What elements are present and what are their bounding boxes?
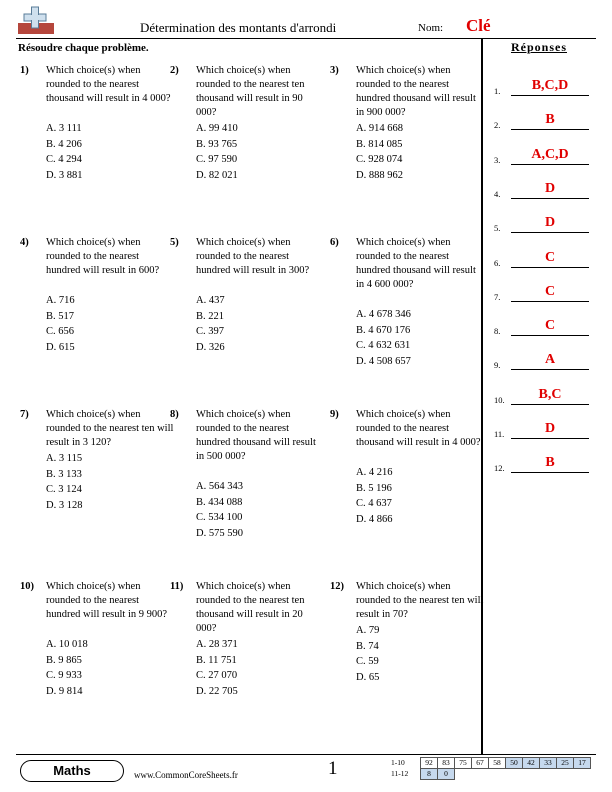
score-cell-empty xyxy=(472,769,489,780)
answer-value: D xyxy=(544,215,556,231)
problem-number: 12) xyxy=(330,581,344,592)
answer-row-12 xyxy=(494,453,594,473)
answer-row-1 xyxy=(494,76,594,96)
choice-list xyxy=(356,465,484,527)
score-cell: 17 xyxy=(574,758,591,769)
choice-option: C. 656 xyxy=(46,326,75,337)
score-range-label: 11-12 xyxy=(391,769,409,778)
choice-option: B. 4 670 176 xyxy=(356,324,411,336)
problem-question: Which choice(s) when rounded to the nearest hundred thousand will result in 900 000? xyxy=(356,65,476,118)
answer-line xyxy=(511,472,589,473)
choice-list xyxy=(46,293,174,355)
answer-row-6 xyxy=(494,248,594,268)
problem-question: Which choice(s) when rounded to the nearest ten thousand will result in 20 000? xyxy=(196,581,305,634)
choice-option: B. 93 765 xyxy=(196,138,238,150)
choice-list xyxy=(46,637,174,699)
choice-option: B. 814 085 xyxy=(356,138,403,150)
choice-list xyxy=(196,121,324,183)
score-table xyxy=(390,757,591,780)
choice-option: D. 326 xyxy=(196,341,225,353)
problem-number: 11) xyxy=(170,581,184,592)
choice-list xyxy=(46,451,174,513)
choice-option: D. 888 962 xyxy=(356,169,403,181)
problem-question: Which choice(s) when rounded to the nearest hundred will result in 600? xyxy=(46,237,160,276)
answer-row-9 xyxy=(494,350,594,370)
score-cell-empty xyxy=(574,769,591,780)
score-cell: 75 xyxy=(455,758,472,769)
answer-row-5 xyxy=(494,213,594,233)
score-cell: 67 xyxy=(472,758,489,769)
choice-option: B. 434 088 xyxy=(196,496,243,508)
answer-value: C xyxy=(544,283,556,299)
choice-option: C. 4 632 631 xyxy=(356,340,411,351)
answer-line xyxy=(511,198,589,199)
answer-row-4 xyxy=(494,179,594,199)
score-cell-empty xyxy=(557,769,574,780)
answers-title: Réponses xyxy=(510,40,567,54)
answer-number: 5. xyxy=(494,223,501,234)
answer-number: 10. xyxy=(494,394,505,405)
score-cell-empty xyxy=(489,769,506,780)
problem-number: 2) xyxy=(170,65,179,76)
instructions: Résoudre chaque problème. xyxy=(18,42,149,54)
problem-number: 7) xyxy=(20,409,29,420)
answer-number: 7. xyxy=(494,291,501,302)
answer-row-2 xyxy=(494,110,594,130)
score-cell: 33 xyxy=(540,758,557,769)
answer-line xyxy=(511,267,589,268)
problem-question: Which choice(s) when rounded to the nearest hundred thousand will result in 4 600 000? xyxy=(356,237,476,290)
choice-option: D. 4 866 xyxy=(356,513,393,525)
choice-option: D. 65 xyxy=(356,671,380,683)
choice-option: B. 4 206 xyxy=(46,138,82,150)
answer-line xyxy=(511,301,589,302)
choice-option: D. 3 881 xyxy=(46,169,83,181)
choice-option: A. 99 410 xyxy=(196,123,238,134)
answer-number: 9. xyxy=(494,360,501,371)
answer-row-8 xyxy=(494,316,594,336)
answer-value: B,C xyxy=(538,386,562,402)
problem-question: Which choice(s) when rounded to the nearest hundred will result in 9 900? xyxy=(46,581,168,620)
answer-number: 1. xyxy=(494,86,501,96)
answer-number: 2. xyxy=(494,120,501,131)
choice-option: D. 3 128 xyxy=(46,499,83,511)
answer-number: 8. xyxy=(494,326,501,337)
choice-list xyxy=(196,293,324,355)
answer-number: 12. xyxy=(494,463,505,474)
choice-option: D. 615 xyxy=(46,341,75,353)
answer-value: C xyxy=(544,249,556,265)
choice-option: B. 5 196 xyxy=(356,482,392,494)
answer-value: B,C,D xyxy=(531,78,569,93)
choice-option: A. 4 678 346 xyxy=(356,309,411,320)
choice-option: B. 3 133 xyxy=(46,468,82,480)
problem-number: 1) xyxy=(20,65,29,76)
choice-option: D. 22 705 xyxy=(196,685,238,697)
page-title: Détermination des montants d'arrondi xyxy=(140,20,337,35)
score-cell: 8 xyxy=(421,769,438,780)
choice-option: B. 11 751 xyxy=(196,654,237,666)
footer-divider xyxy=(16,754,596,755)
choice-option: B. 221 xyxy=(196,310,225,322)
problem-question: Which choice(s) when rounded to the nearest ten thousand will result in 90 000? xyxy=(196,65,305,118)
choice-option: A. 914 668 xyxy=(356,123,403,134)
choice-option: C. 9 933 xyxy=(46,670,82,681)
answer-row-10 xyxy=(494,385,594,405)
choice-option: A. 10 018 xyxy=(46,639,88,650)
score-cell: 42 xyxy=(523,758,540,769)
problem-number: 10) xyxy=(20,581,34,592)
problem-question: Which choice(s) when rounded to the nearest hundred thousand will result in 500 000? xyxy=(196,409,316,462)
score-cell: 58 xyxy=(489,758,506,769)
problem-question: Which choice(s) when rounded to the nearest hundred will result in 300? xyxy=(196,237,310,276)
choice-list xyxy=(196,479,324,541)
choice-option: D. 4 508 657 xyxy=(356,355,411,367)
answer-number: 11. xyxy=(494,429,505,439)
choice-option: B. 9 865 xyxy=(46,654,82,666)
choice-option: C. 3 124 xyxy=(46,484,82,495)
answer-number: 3. xyxy=(494,154,501,165)
subject-badge: Maths xyxy=(20,760,124,782)
answer-line xyxy=(511,335,589,336)
choice-option: C. 4 294 xyxy=(46,154,82,165)
answer-line xyxy=(511,369,589,370)
problem-number: 9) xyxy=(330,409,339,420)
score-cell: 25 xyxy=(557,758,574,769)
answer-line xyxy=(511,129,589,130)
choice-option: B. 74 xyxy=(356,640,379,652)
choice-option: A. 564 343 xyxy=(196,481,243,492)
answer-line xyxy=(511,164,589,165)
score-range-label: 1-10 xyxy=(391,758,405,767)
choice-option: A. 3 111 xyxy=(46,123,82,134)
page-number: 1 xyxy=(328,758,338,779)
choice-list xyxy=(46,121,174,183)
answer-line xyxy=(511,404,589,405)
answer-number: 6. xyxy=(494,257,501,268)
answer-value: A,C,D xyxy=(531,146,569,162)
score-cell: 83 xyxy=(438,758,455,769)
problem-question: Which choice(s) when rounded to the nearest thousand will result in 4 000? xyxy=(356,409,481,448)
answer-line xyxy=(511,232,589,233)
problem-question: Which choice(s) when rounded to the nearest ten will result in 70? xyxy=(356,581,484,620)
answer-row-3 xyxy=(494,145,594,165)
choice-option: A. 716 xyxy=(46,295,75,306)
problem-number: 8) xyxy=(170,409,179,420)
score-cell: 92 xyxy=(421,758,438,769)
choice-option: B. 517 xyxy=(46,310,75,322)
choice-option: C. 97 590 xyxy=(196,154,238,165)
plus-logo-icon xyxy=(16,6,56,36)
answer-value: C xyxy=(544,318,556,334)
score-cell-empty xyxy=(540,769,557,780)
website-link[interactable]: www.CommonCoreSheets.fr xyxy=(134,770,238,780)
answer-value: D xyxy=(544,421,556,436)
choice-option: C. 928 074 xyxy=(356,154,403,165)
score-cell-empty xyxy=(506,769,523,780)
problem-number: 6) xyxy=(330,237,339,248)
choice-list xyxy=(196,637,324,699)
score-row xyxy=(390,769,591,780)
answer-number: 4. xyxy=(494,188,501,199)
choice-option: C. 397 xyxy=(196,326,225,337)
choice-option: C. 59 xyxy=(356,656,379,667)
name-label: Nom: xyxy=(418,22,444,34)
answer-key-label: Clé xyxy=(466,16,491,35)
score-cell-empty xyxy=(523,769,540,780)
score-cell: 0 xyxy=(438,769,455,780)
answer-value: A xyxy=(544,352,556,368)
score-cell-empty xyxy=(455,769,472,780)
problem-number: 3) xyxy=(330,65,339,76)
choice-option: C. 4 637 xyxy=(356,498,392,509)
choice-option: A. 79 xyxy=(356,625,380,636)
choice-option: D. 9 814 xyxy=(46,685,83,697)
answer-row-11 xyxy=(494,419,594,439)
problem-number: 4) xyxy=(20,237,29,248)
header-divider xyxy=(16,38,596,39)
answer-line xyxy=(511,438,589,439)
choice-option: D. 82 021 xyxy=(196,169,238,181)
choice-option: A. 4 216 xyxy=(356,467,393,478)
answer-value: B xyxy=(545,455,555,471)
choice-list xyxy=(356,307,484,369)
choice-list xyxy=(356,623,484,685)
choice-option: A. 3 115 xyxy=(46,453,83,464)
answer-value: D xyxy=(544,180,556,196)
problem-number: 5) xyxy=(170,237,179,248)
answer-line xyxy=(511,95,589,96)
choice-option: A. 437 xyxy=(196,295,225,306)
choice-list xyxy=(356,121,484,183)
choice-option: C. 534 100 xyxy=(196,512,243,523)
answer-row-7 xyxy=(494,282,594,302)
score-row xyxy=(390,758,591,769)
answer-value: B xyxy=(545,112,555,128)
problem-question: Which choice(s) when rounded to the nearest thousand will result in 4 000? xyxy=(46,65,171,104)
score-cell: 50 xyxy=(506,758,523,769)
problem-question: Which choice(s) when rounded to the nearest ten will result in 3 120? xyxy=(46,409,174,448)
choice-option: C. 27 070 xyxy=(196,670,238,681)
choice-option: D. 575 590 xyxy=(196,527,243,539)
choice-option: A. 28 371 xyxy=(196,639,238,650)
